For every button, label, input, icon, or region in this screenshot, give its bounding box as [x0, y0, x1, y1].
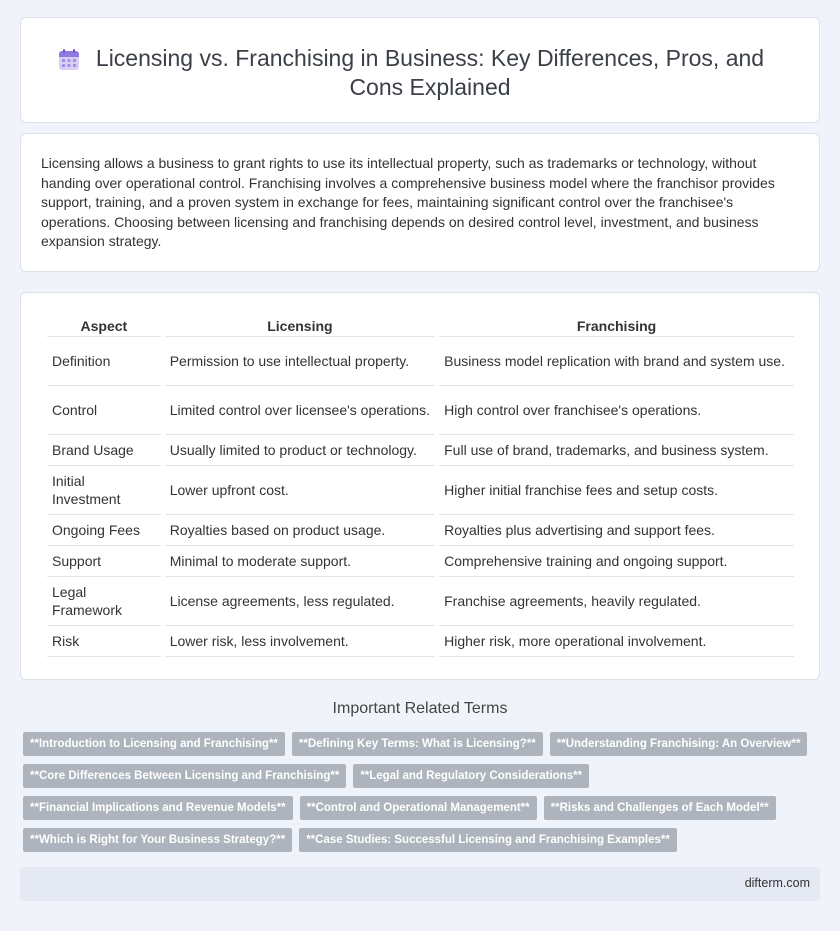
licensing-cell: Permission to use intellectual property.: [165, 337, 435, 386]
tag-row: [23, 796, 823, 820]
related-term-tag[interactable]: **Case Studies: Successful Licensing and Franchising Examples**: [299, 828, 677, 852]
licensing-cell: License agreements, less regulated.: [165, 577, 435, 626]
tag-row: [23, 764, 823, 788]
related-terms-heading: Important Related Terms: [332, 700, 508, 717]
related-term-tag[interactable]: **Risks and Challenges of Each Model**: [544, 796, 776, 820]
franchising-cell: Higher risk, more operational involvement.: [439, 626, 794, 657]
intro-card: [20, 133, 820, 272]
table-row: [47, 466, 794, 515]
table-row: [47, 515, 794, 546]
related-term-tag[interactable]: **Control and Operational Management**: [300, 796, 537, 820]
licensing-cell: Lower upfront cost.: [165, 466, 435, 515]
related-term-tag[interactable]: **Legal and Regulatory Considerations**: [353, 764, 589, 788]
aspect-cell: Control: [47, 386, 161, 435]
related-terms-list: [23, 732, 823, 860]
aspect-cell: Initial Investment: [47, 466, 161, 515]
franchising-cell: Business model replication with brand and system use.: [439, 337, 794, 386]
comparison-table: [43, 315, 798, 657]
related-term-tag[interactable]: **Financial Implications and Revenue Models**: [23, 796, 293, 820]
table-row: [47, 435, 794, 466]
tag-row: [23, 828, 823, 852]
related-term-tag[interactable]: **Understanding Franchising: An Overview**: [550, 732, 808, 756]
franchising-cell: Royalties plus advertising and support fees.: [439, 515, 794, 546]
footer-site-link[interactable]: difterm.com: [744, 876, 810, 890]
licensing-cell: Limited control over licensee's operations.: [165, 386, 435, 435]
franchising-cell: Higher initial franchise fees and setup costs.: [439, 466, 794, 515]
aspect-cell: Ongoing Fees: [47, 515, 161, 546]
related-term-tag[interactable]: **Defining Key Terms: What is Licensing?**: [292, 732, 543, 756]
licensing-cell: Minimal to moderate support.: [165, 546, 435, 577]
aspect-cell: Legal Framework: [47, 577, 161, 626]
comparison-table-card: [20, 292, 820, 680]
aspect-cell: Risk: [47, 626, 161, 657]
aspect-cell: Definition: [47, 337, 161, 386]
licensing-cell: Royalties based on product usage.: [165, 515, 435, 546]
related-term-tag[interactable]: **Core Differences Between Licensing and Franchising**: [23, 764, 346, 788]
licensing-cell: Lower risk, less involvement.: [165, 626, 435, 657]
related-term-tag[interactable]: **Which is Right for Your Business Strategy?**: [23, 828, 292, 852]
licensing-cell: Usually limited to product or technology.: [165, 435, 435, 466]
table-row: [47, 546, 794, 577]
page-title: Licensing vs. Franchising in Business: Key Differences, Pros, and Cons Explained: [95, 45, 765, 100]
title-card: [20, 17, 820, 123]
franchising-cell: Franchise agreements, heavily regulated.: [439, 577, 794, 626]
intro-paragraph: Licensing allows a business to grant rights to use its intellectual property, such as trademarks or technology, without handing over operational control. Franchising involves a comprehensive business model where the franchisor provides support, training, and a proven system in exchange for fees, maintaining significant control over the franchisee's operations. Choosing between licensing and franchising depends on desired control level, investment, and business expansion strategy.: [41, 155, 775, 249]
table-row: [47, 337, 794, 386]
franchising-cell: High control over franchisee's operations.: [439, 386, 794, 435]
footer: [20, 867, 820, 901]
table-row: [47, 626, 794, 657]
column-header-aspect: Aspect: [47, 315, 161, 337]
column-header-franchising: Franchising: [439, 315, 794, 337]
aspect-cell: Support: [47, 546, 161, 577]
table-row: [47, 577, 794, 626]
table-row: [47, 386, 794, 435]
aspect-cell: Brand Usage: [47, 435, 161, 466]
table-header-row: [47, 315, 794, 337]
tag-row: [23, 732, 823, 756]
franchising-cell: Full use of brand, trademarks, and business system.: [439, 435, 794, 466]
franchising-cell: Comprehensive training and ongoing support.: [439, 546, 794, 577]
column-header-licensing: Licensing: [165, 315, 435, 337]
related-term-tag[interactable]: **Introduction to Licensing and Franchising**: [23, 732, 285, 756]
